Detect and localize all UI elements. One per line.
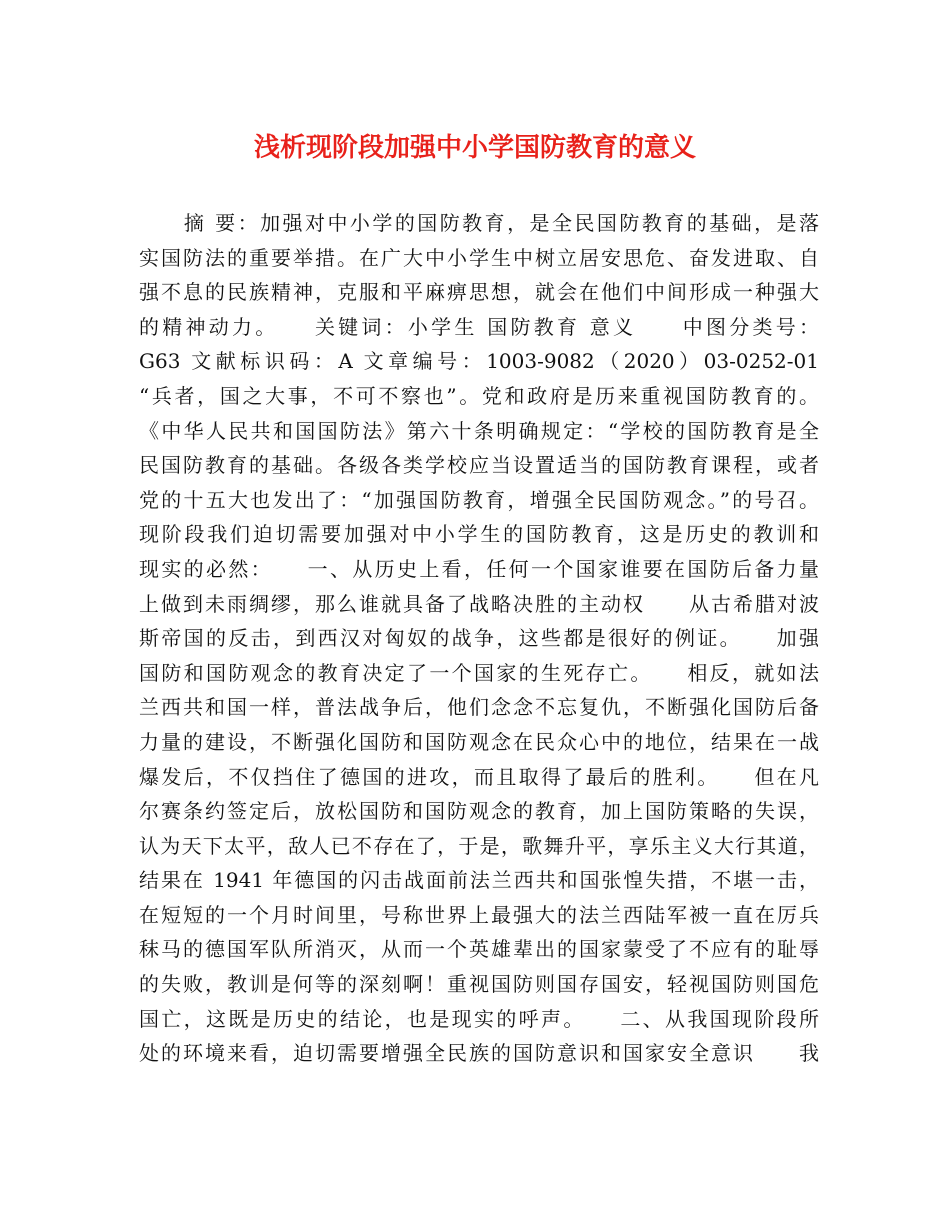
body-line-6: “兵者，国之大事，不可不察也”。党和政府是历来重视国防教育的。 [139, 383, 819, 408]
body-line-1: 摘 要：加强对中小学的国防教育，是全民国防教育的基础，是落 [139, 211, 819, 235]
body-line-7: 《中华人民共和国国防法》第六十条明确规定：“学校的国防教育是全 [139, 418, 819, 443]
body-line-23: 的失败，教训是何等的深刻啊！重视国防则国存国安，轻视国防则国危 [139, 972, 819, 997]
body-line-21: 在短短的一个月时间里，号称世界上最强大的法兰西陆军被一直在厉兵 [139, 902, 819, 927]
body-line-4: 的精神动力。 关键词：小学生 国防教育 意义 中图分类号： [139, 314, 819, 339]
body-line-12: 上做到未雨绸缪，那么谁就具备了战略决胜的主动权 从古希腊对波 [139, 591, 819, 616]
body-line-24: 国亡，这既是历史的结论，也是现实的呼声。 二、从我国现阶段所 [139, 1006, 819, 1031]
body-line-16: 力量的建设，不断强化国防和国防观念在民众心中的地位，结果在一战 [139, 729, 819, 754]
body-line-3: 强不息的民族精神，克服和平麻痹思想，就会在他们中间形成一种强大 [139, 280, 819, 305]
body-line-13: 斯帝国的反击，到西汉对匈奴的战争，这些都是很好的例证。 加强 [139, 626, 819, 651]
body-line-5: G63 文献标识码：A 文章编号：1003-9082（2020）03-0252-01 [139, 349, 819, 374]
body-line-9: 党的十五大也发出了：“加强国防教育，增强全民国防观念。”的号召。 [139, 487, 819, 512]
body-line-10: 现阶段我们迫切需要加强对中小学生的国防教育，这是历史的教训和 [139, 522, 819, 547]
body-line-8: 民国防教育的基础。各级各类学校应当设置适当的国防教育课程，或者 [139, 453, 819, 478]
document-title: 浅析现阶段加强中小学国防教育的意义 [253, 133, 696, 163]
body-line-11: 现实的必然： 一、从历史上看，任何一个国家谁要在国防后备力量 [139, 556, 819, 581]
body-line-18: 尔赛条约签定后，放松国防和国防观念的教育，加上国防策略的失误， [139, 799, 819, 824]
body-line-15: 兰西共和国一样，普法战争后，他们念念不忘复仇，不断强化国防后备 [139, 695, 819, 720]
body-line-19: 认为天下太平，敌人已不存在了，于是，歌舞升平，享乐主义大行其道， [139, 833, 819, 858]
body-line-2: 实国防法的重要举措。在广大中小学生中树立居安思危、奋发进取、自 [139, 245, 819, 270]
body-line-20: 结果在 1941 年德国的闪击战面前法兰西共和国张惶失措，不堪一击， [139, 868, 819, 893]
article-body [139, 206, 819, 1071]
body-line-14: 国防和国防观念的教育决定了一个国家的生死存亡。 相反，就如法 [139, 660, 819, 685]
body-line-22: 秣马的德国军队所消灭，从而一个英雄辈出的国家蒙受了不应有的耻辱 [139, 937, 819, 962]
body-line-17: 爆发后，不仅挡住了德国的进攻，而且取得了最后的胜利。 但在凡 [139, 764, 819, 789]
body-line-25: 处的环境来看，迫切需要增强全民族的国防意识和国家安全意识 我 [139, 1041, 819, 1066]
